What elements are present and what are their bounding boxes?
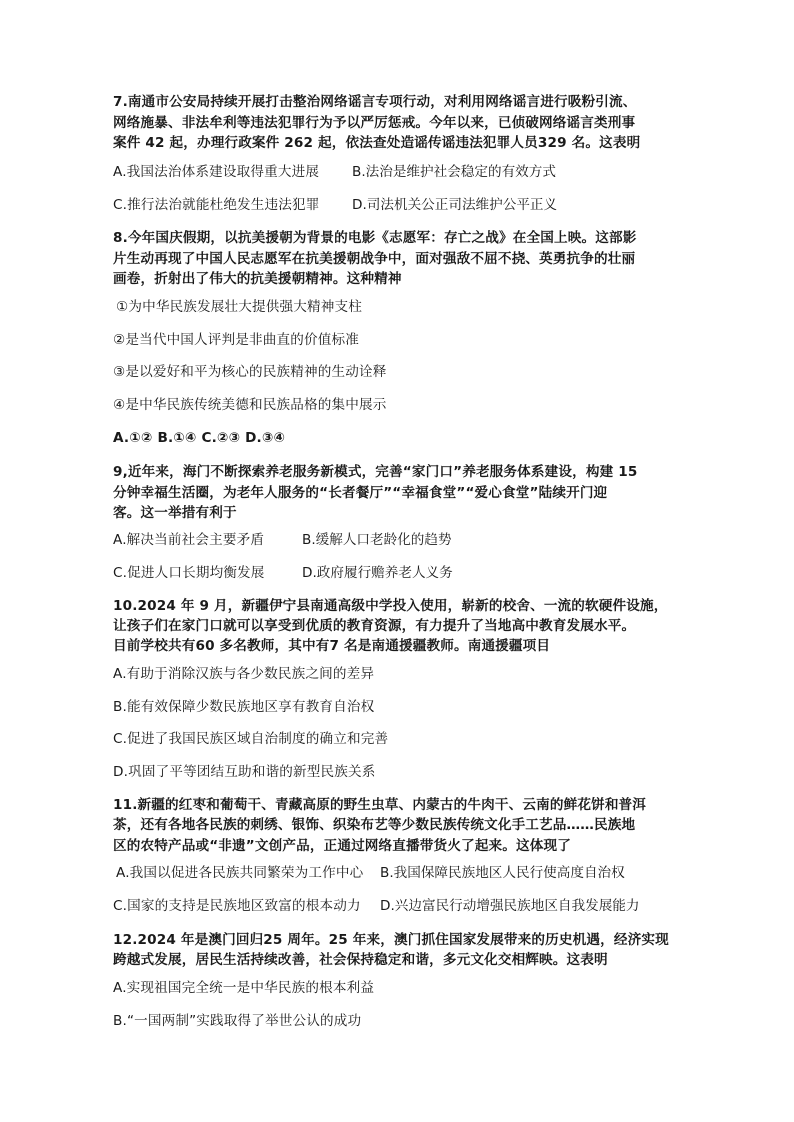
q9-option-c: C.促进人口长期均衡发展 (113, 565, 265, 581)
q9-stem-line-3: 客。这一举措有利于 (113, 505, 237, 521)
q7-option-c: C.推行法治就能杜绝发生违法犯罪 (113, 197, 320, 213)
q11-option-a: A.我国以促进各民族共同繁荣为工作中心 (116, 865, 364, 881)
q8-item-3: ③是以爱好和平为核心的民族精神的生动诠释 (113, 364, 387, 380)
q8-stem-line-1: 8.今年国庆假期，以抗美援朝为背景的电影《志愿军：存亡之战》在全国上映。这部影 (113, 230, 637, 246)
q12-stem-line-2: 跨越式发展，居民生活持续改善，社会保持稳定和谐，多元文化交相辉映。这表明 (113, 952, 608, 968)
q12-option-a: A.实现祖国完全统一是中华民族的根本利益 (113, 980, 375, 996)
q11-stem-line-1: 11.新疆的红枣和葡萄干、青藏高原的野生虫草、内蒙古的牛肉干、云南的鲜花饼和普洱 (113, 797, 647, 813)
q11-option-b: B.我国保障民族地区人民行使高度自治权 (380, 865, 625, 881)
q7-option-d: D.司法机关公正司法维护公平正义 (352, 197, 558, 213)
q11-option-c: C.国家的支持是民族地区致富的根本动力 (113, 898, 361, 914)
q8-item-2: ②是当代中国人评判是非曲直的价值标准 (113, 332, 359, 348)
q10-option-d: D.巩固了平等团结互助和谐的新型民族关系 (113, 764, 376, 780)
q9-stem-line-1: 9,近年来，海门不断探索养老服务新模式，完善“家门口”养老服务体系建设，构建 15 (113, 464, 638, 480)
q9-option-b: B.缓解人口老龄化的趋势 (302, 532, 452, 548)
q10-stem-line-1: 10.2024 年 9 月，新疆伊宁县南通高级中学投入使用，崭新的校舍、一流的软硬件设施， (113, 598, 668, 614)
q10-option-a: A.有助于消除汉族与各少数民族之间的差异 (113, 666, 375, 682)
q10-option-c: C.促进了我国民族区域自治制度的确立和完善 (113, 731, 389, 747)
q8-stem-line-3: 画卷，折射出了伟大的抗美援朝精神。这种精神 (113, 271, 402, 287)
q11-stem-line-2: 茶，还有各地各民族的刺绣、银饰、织染布艺等少数民族传统文化手工艺品……民族地 (113, 817, 636, 833)
q7-stem-line-2: 网络施暴、非法牟利等违法犯罪行为予以严厉惩戒。今年以来，已侦破网络谣言类刑事 (113, 115, 636, 131)
q8-item-1: ①为中华民族发展壮大提供强大精神支柱 (116, 299, 362, 315)
q8-answer-options: A.①② B.①④ C.②③ D.③④ (113, 430, 286, 446)
q10-stem-line-3: 目前学校共有60 多名教师，其中有7 名是南通援疆教师。南通援疆项目 (113, 638, 551, 654)
q11-option-d: D.兴边富民行动增强民族地区自我发展能力 (380, 898, 640, 914)
q10-option-b: B.能有效保障少数民族地区享有教育自治权 (113, 699, 375, 715)
q12-stem-line-1: 12.2024 年是澳门回归25 周年。25 年来，澳门抓住国家发展带来的历史机遇，经济实现 (113, 932, 669, 948)
q8-stem-line-2: 片生动再现了中国人民志愿军在抗美援朝战争中，面对强敌不屈不挠、英勇抗争的壮丽 (113, 251, 636, 267)
q7-option-a: A.我国法治体系建设取得重大进展 (113, 164, 320, 180)
q12-option-b: B.“一国两制”实践取得了举世公认的成功 (113, 1013, 362, 1029)
q7-stem-line-1: 7.南通市公安局持续开展打击整治网络谣言专项行动，对利用网络谣言进行吸粉引流、 (113, 94, 637, 110)
q11-stem-line-3: 区的农特产品或“非遗”文创产品，正通过网络直播带货火了起来。这体现了 (113, 838, 571, 854)
q9-option-d: D.政府履行赡养老人义务 (302, 565, 453, 581)
q10-stem-line-2: 让孩子们在家门口就可以享受到优质的教育资源，有力提升了当地高中教育发展水平。 (113, 618, 636, 634)
q9-option-a: A.解决当前社会主要矛盾 (113, 532, 265, 548)
q7-option-b: B.法治是维护社会稳定的有效方式 (352, 164, 556, 180)
q7-stem-line-3: 案件 42 起，办理行政案件 262 起，依法查处造谣传谣违法犯罪人员329 名。这表明 (113, 135, 641, 151)
q8-item-4: ④是中华民族传统美德和民族品格的集中展示 (113, 397, 387, 413)
q9-stem-line-2: 分钟幸福生活圈，为老年人服务的“长者餐厅”“幸福食堂”“爱心食堂”陆续开门迎 (113, 485, 608, 501)
